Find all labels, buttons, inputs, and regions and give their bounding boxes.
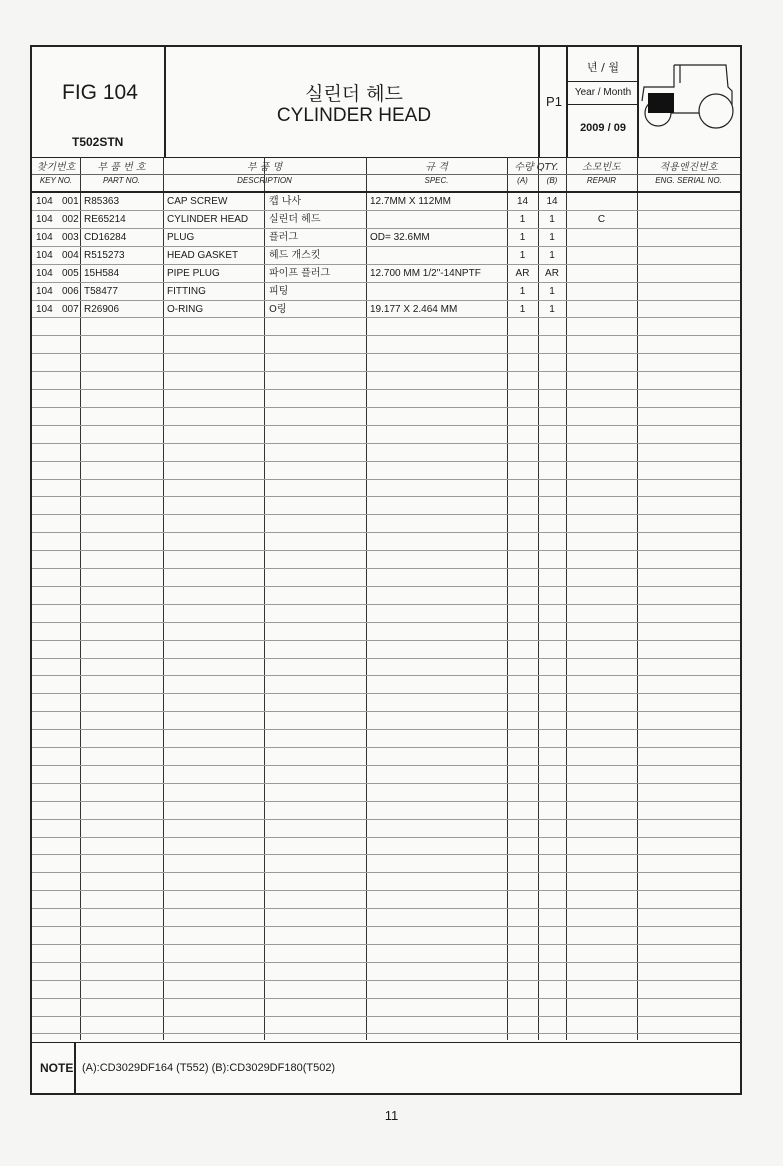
row-divider bbox=[32, 532, 740, 533]
row-qty-a: 14 bbox=[516, 196, 529, 207]
year-month-label-en: Year / Month bbox=[574, 87, 632, 98]
row-key: 003 bbox=[62, 232, 79, 243]
col-repair-en: REPAIR bbox=[586, 176, 617, 185]
row-part-no: 15H584 bbox=[84, 268, 120, 279]
row-qty-a: AR bbox=[515, 268, 530, 279]
row-divider bbox=[32, 371, 740, 372]
row-divider bbox=[32, 353, 740, 354]
row-qty-b: 1 bbox=[549, 304, 555, 315]
col-serial-en: ENG. SERIAL NO. bbox=[655, 176, 722, 185]
col-part-en: PART NO. bbox=[102, 176, 141, 185]
row-divider bbox=[32, 407, 740, 408]
row-divider bbox=[32, 550, 740, 551]
row-repair bbox=[566, 301, 637, 318]
row-repair bbox=[566, 247, 637, 264]
col-serial-ko: 적용엔진번호 bbox=[659, 162, 718, 173]
table-row bbox=[32, 301, 740, 319]
row-part-no: R26906 bbox=[84, 304, 120, 315]
row-description-ko: 캡 나사 bbox=[269, 196, 302, 207]
row-divider bbox=[32, 926, 740, 927]
row-divider bbox=[32, 998, 740, 999]
row-part-no: T58477 bbox=[84, 286, 118, 297]
row-divider bbox=[32, 568, 740, 569]
row-spec: 12.700 MM 1/2"-14NPTF bbox=[370, 268, 481, 279]
row-divider bbox=[32, 729, 740, 730]
col-key-en: KEY NO. bbox=[39, 176, 73, 185]
row-qty-b: 14 bbox=[546, 196, 558, 207]
row-qty-a: 1 bbox=[519, 304, 526, 315]
title-korean: 실린더 헤드 bbox=[305, 83, 403, 105]
row-divider bbox=[32, 586, 740, 587]
row-divider bbox=[32, 1016, 740, 1017]
row-description-en: PLUG bbox=[167, 232, 195, 243]
row-repair bbox=[566, 193, 637, 210]
row-key: 001 bbox=[62, 196, 79, 207]
row-divider bbox=[32, 783, 740, 784]
row-fig: 104 bbox=[36, 304, 53, 315]
row-fig: 104 bbox=[36, 196, 53, 207]
row-description-en: PIPE PLUG bbox=[167, 268, 220, 279]
row-divider bbox=[32, 837, 740, 838]
row-fig: 104 bbox=[36, 214, 53, 225]
row-divider bbox=[32, 604, 740, 605]
row-divider bbox=[32, 389, 740, 390]
row-qty-b: 1 bbox=[549, 286, 555, 297]
row-repair bbox=[566, 229, 637, 246]
page-number: 11 bbox=[384, 1108, 399, 1123]
table-row bbox=[32, 229, 740, 247]
row-repair: C bbox=[597, 214, 606, 225]
row-divider bbox=[32, 496, 740, 497]
table-row bbox=[32, 211, 740, 229]
row-repair bbox=[566, 283, 637, 300]
row-part-no: CD16284 bbox=[84, 232, 127, 243]
row-spec: 12.7MM X 112MM bbox=[370, 196, 451, 207]
row-qty-b: 1 bbox=[549, 232, 555, 243]
figure-number: FIG 104 bbox=[62, 81, 138, 104]
row-divider bbox=[32, 640, 740, 641]
row-part-no: R515273 bbox=[84, 250, 125, 261]
col-qty-a: (A) bbox=[517, 176, 528, 185]
row-fig: 104 bbox=[36, 268, 53, 279]
row-divider bbox=[32, 872, 740, 873]
row-key: 004 bbox=[62, 250, 79, 261]
row-description-ko: 실린더 헤드 bbox=[269, 214, 321, 225]
table-row bbox=[32, 193, 740, 211]
row-description-ko: 파이프 플러그 bbox=[269, 268, 331, 279]
row-qty-a: 1 bbox=[519, 232, 526, 243]
row-spec: OD= 32.6MM bbox=[370, 232, 430, 243]
row-divider bbox=[32, 693, 740, 694]
row-divider bbox=[32, 890, 740, 891]
row-fig: 104 bbox=[36, 232, 53, 243]
row-spec: 19.177 X 2.464 MM bbox=[370, 304, 458, 315]
row-description-ko: 피팅 bbox=[269, 286, 289, 297]
row-description-en: FITTING bbox=[167, 286, 206, 297]
row-key: 005 bbox=[62, 268, 79, 279]
row-fig: 104 bbox=[36, 286, 53, 297]
row-divider bbox=[32, 461, 740, 462]
row-divider bbox=[32, 980, 740, 981]
row-description-en: CAP SCREW bbox=[167, 196, 228, 207]
sheet-header bbox=[32, 47, 740, 158]
table-row bbox=[32, 247, 740, 265]
row-divider bbox=[32, 711, 740, 712]
row-description-en: O-RING bbox=[167, 304, 204, 315]
row-qty-a: 1 bbox=[519, 214, 526, 225]
row-description-ko: O링 bbox=[269, 304, 287, 315]
year-month-value: 2009 / 09 bbox=[580, 122, 626, 134]
note-label: NOTE bbox=[40, 1061, 74, 1075]
col-qty-b: (B) bbox=[546, 176, 558, 185]
row-divider bbox=[32, 819, 740, 820]
col-desc-ko: 부 품 명 bbox=[246, 162, 283, 173]
row-key: 006 bbox=[62, 286, 79, 297]
row-divider bbox=[32, 514, 740, 515]
parts-sheet bbox=[30, 45, 742, 1095]
row-qty-a: 1 bbox=[519, 286, 526, 297]
sheet-page: P1 bbox=[546, 94, 562, 109]
col-spec-en: SPEC. bbox=[424, 176, 449, 185]
row-description-en: HEAD GASKET bbox=[167, 250, 239, 261]
col-qty: 수량 QTY. bbox=[514, 162, 559, 173]
row-divider bbox=[32, 1033, 740, 1034]
row-divider bbox=[32, 443, 740, 444]
row-divider bbox=[32, 675, 740, 676]
row-description-ko: 플러그 bbox=[269, 232, 298, 243]
row-divider bbox=[32, 854, 740, 855]
row-part-no: RE65214 bbox=[84, 214, 126, 225]
row-qty-b: 1 bbox=[549, 250, 555, 261]
table-row bbox=[32, 283, 740, 301]
model-code: T502STN bbox=[72, 135, 124, 149]
note-text: (A):CD3029DF164 (T552) (B):CD3029DF180(T502) bbox=[82, 1062, 336, 1074]
row-divider bbox=[32, 747, 740, 748]
row-divider bbox=[32, 335, 740, 336]
row-divider bbox=[32, 908, 740, 909]
row-divider bbox=[32, 658, 740, 659]
row-qty-a: 1 bbox=[519, 250, 526, 261]
row-divider bbox=[32, 962, 740, 963]
row-qty-b: 1 bbox=[549, 214, 555, 225]
row-key: 002 bbox=[62, 214, 79, 225]
row-divider bbox=[32, 944, 740, 945]
row-divider bbox=[32, 479, 740, 480]
parts-table bbox=[32, 157, 740, 1040]
row-part-no: R85363 bbox=[84, 196, 120, 207]
col-spec-ko: 규 격 bbox=[425, 162, 448, 173]
col-repair-ko: 소모빈도 bbox=[582, 162, 621, 173]
row-repair bbox=[566, 265, 637, 282]
row-divider bbox=[32, 622, 740, 623]
tractor-location-icon bbox=[640, 61, 736, 133]
col-desc-en: DESCRIPTION bbox=[237, 176, 292, 185]
col-part-ko: 부 품 번 호 bbox=[97, 162, 146, 173]
row-description-ko: 헤드 개스킷 bbox=[269, 250, 321, 261]
row-divider bbox=[32, 765, 740, 766]
row-fig: 104 bbox=[36, 250, 53, 261]
row-qty-b: AR bbox=[545, 268, 559, 279]
col-key-ko: 찾기번호 bbox=[36, 162, 76, 173]
row-divider bbox=[32, 801, 740, 802]
note-box bbox=[32, 1042, 740, 1094]
year-month-label-ko: 년 / 월 bbox=[587, 61, 619, 74]
row-key: 007 bbox=[62, 304, 79, 315]
row-description-en: CYLINDER HEAD bbox=[167, 214, 249, 225]
title-english: CYLINDER HEAD bbox=[276, 105, 432, 126]
table-row bbox=[32, 265, 740, 283]
row-divider bbox=[32, 425, 740, 426]
